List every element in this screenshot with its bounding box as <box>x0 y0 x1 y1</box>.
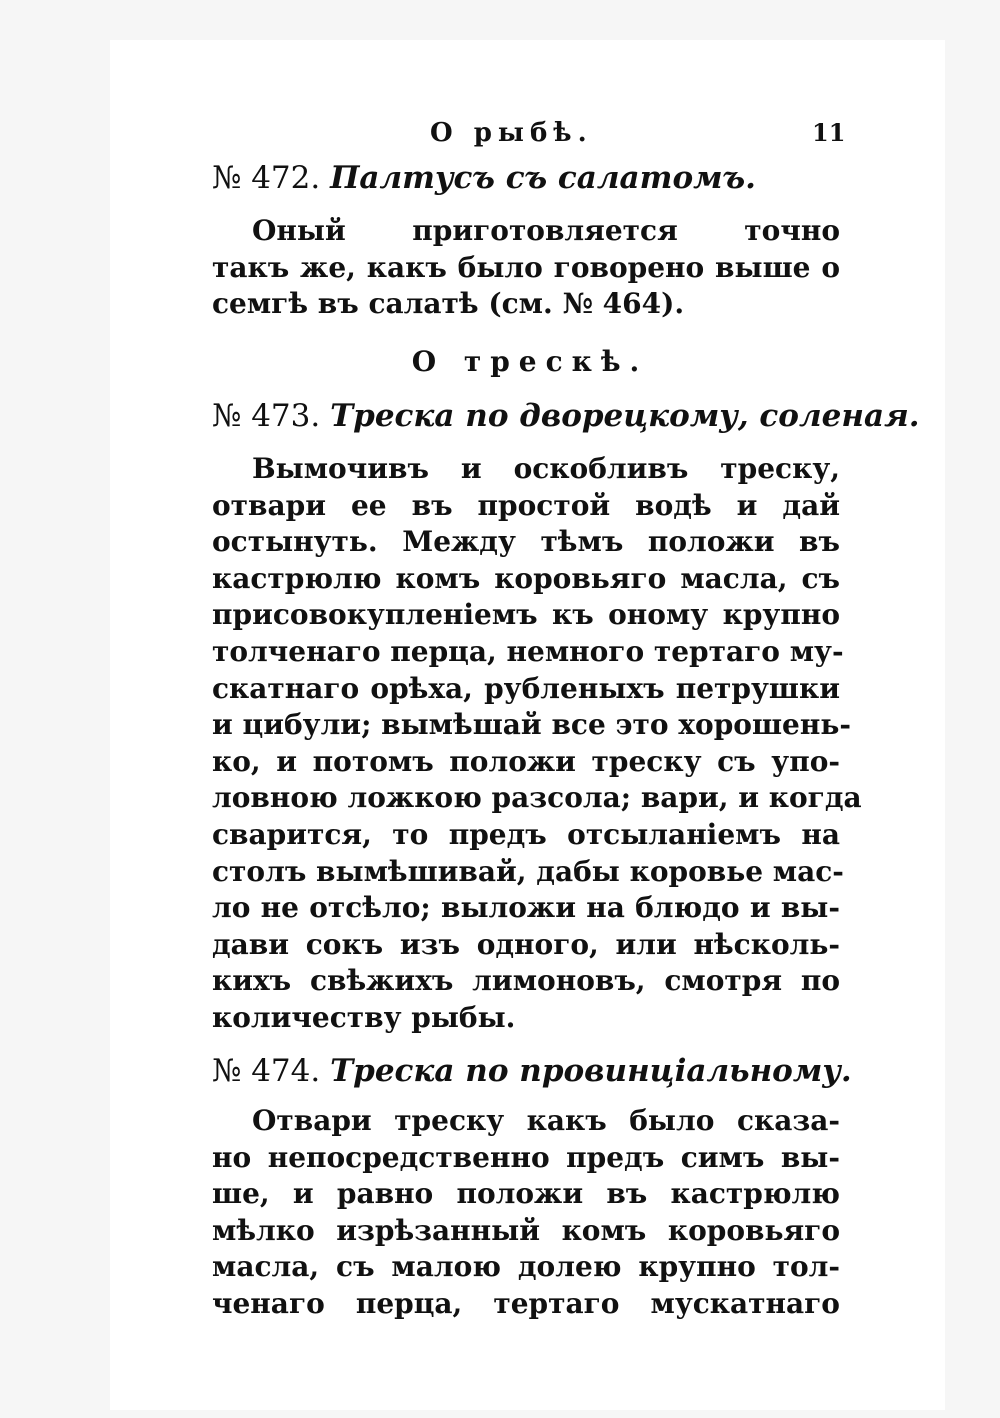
text-line: скатнаго орѣха, рубленыхъ петрушки <box>212 671 840 705</box>
text-line: мѣлко изрѣзанный комъ коровьяго <box>212 1213 840 1247</box>
text-line: отвари ее въ простой водѣ и дай <box>212 488 840 522</box>
text-line: столъ вымѣшивай, дабы коровье мас- <box>212 854 844 888</box>
recipe-text-473 <box>212 451 862 1037</box>
text-line: кихъ свѣжихъ лимоновъ, смотря по <box>212 964 840 998</box>
text-line: масла, съ малою долею крупно тол- <box>212 1250 840 1284</box>
text-line: ло не отсѣло; выложи на блюдо и вы- <box>212 891 840 925</box>
text-line: количеству рыбы. <box>212 1000 516 1034</box>
text-line: Вымочивъ и оскобливъ треску, <box>252 452 840 485</box>
page-number: 11 <box>812 118 846 147</box>
text-line: ше, и равно положи въ кастрюлю <box>212 1177 840 1211</box>
recipe-number: № 472. <box>212 160 321 196</box>
text-line: ловною ложкою разсола; вари, и когда <box>212 781 862 815</box>
text-line: присовокупленіемъ къ оному крупно <box>212 598 840 632</box>
text-line: но непосредственно предъ симъ вы- <box>212 1140 840 1174</box>
recipe-title-472 <box>212 160 842 196</box>
recipe-text-472 <box>212 213 840 323</box>
text-line: дави сокъ изъ одного, или нѣсколь- <box>212 927 840 961</box>
recipe-name: Треска по провинціальному. <box>330 1053 852 1089</box>
text-line: ко, и потомъ положи треску съ упо- <box>212 744 840 778</box>
recipe-number: № 473. <box>212 398 321 434</box>
recipe-title-473 <box>212 398 920 434</box>
text-line: остынуть. Между тѣмъ положи въ <box>212 525 840 559</box>
recipe-number: № 474. <box>212 1053 321 1089</box>
text-line: ченаго перца, тертаго мускатнаго <box>212 1286 840 1320</box>
section-title: О трескѣ. <box>411 345 649 378</box>
text-line: такъ же, какъ было говорено выше о <box>212 250 840 284</box>
text-line: Отвари треску какъ было сказа- <box>252 1104 840 1137</box>
recipe-name: Треска по дворецкому, соленая. <box>330 398 920 434</box>
running-head: О рыбѣ. <box>430 118 593 148</box>
recipe-text-474 <box>212 1103 840 1323</box>
text-line: сварится, то предъ отсыланіемъ на <box>212 817 840 851</box>
page-header <box>0 118 1000 152</box>
text-line: Оный приготовляется точно <box>252 214 840 247</box>
text-line: толченаго перца, немного тертаго му- <box>212 634 844 668</box>
recipe-name: Палтусъ съ салатомъ. <box>330 160 756 196</box>
text-line: кастрюлю комъ коровьяго масла, съ <box>212 561 840 595</box>
recipe-title-474 <box>212 1053 852 1089</box>
text-line: семгѣ въ салатѣ (см. № 464). <box>212 287 685 321</box>
text-line: и цибули; вымѣшай все это хорошень- <box>212 708 851 742</box>
